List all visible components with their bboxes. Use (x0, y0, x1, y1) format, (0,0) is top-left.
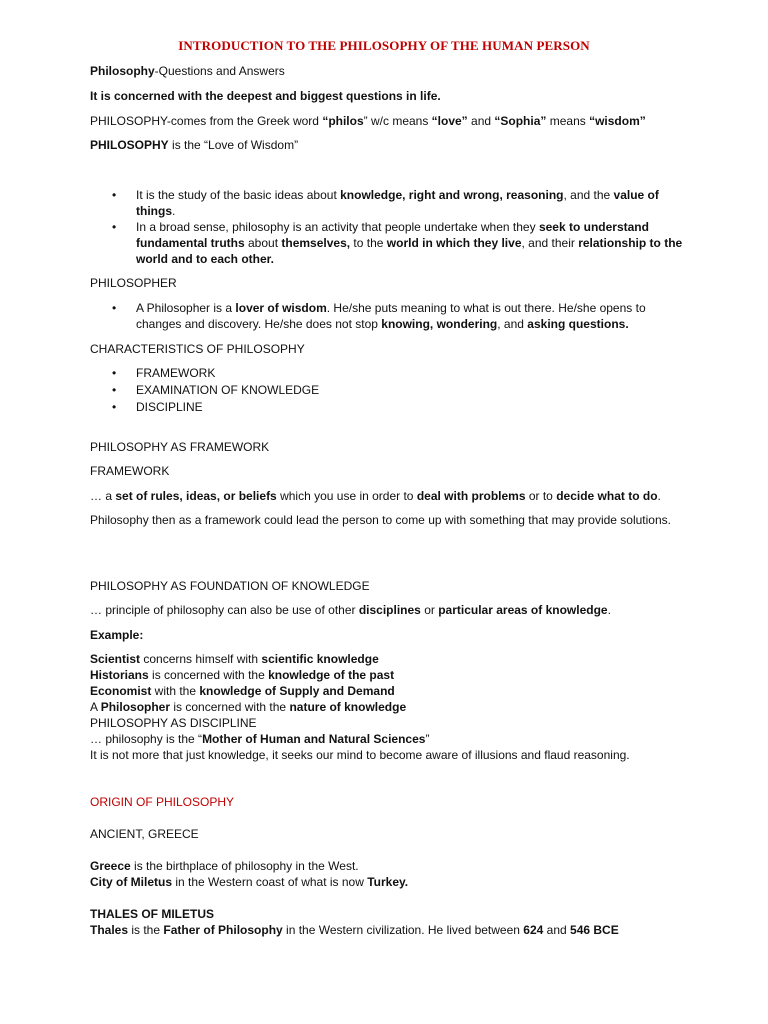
bold-text: Philosopher (100, 700, 171, 714)
label-example: Example: (90, 628, 144, 642)
list-item-discipline: DISCIPLINE (136, 400, 203, 414)
bold-text: themselves, (281, 236, 351, 250)
bold-text: Father of Philosophy (163, 923, 283, 937)
heading-ancient-greece: ANCIENT, GREECE (90, 827, 199, 841)
heading-philosophy-as-framework: PHILOSOPHY AS FRAMEWORK (90, 440, 270, 454)
bold-text: knowledge, right and wrong, reasoning (340, 188, 564, 202)
paragraph-thales: Thales is the Father of Philosophy in the Western civilization. He lived between 624 and 546 BCE (90, 923, 619, 937)
bullet-marker: • (112, 383, 117, 397)
bullet-broad-sense: In a broad sense, philosophy is an activity that people undertake when they seek to understand fundamental truths about themselves, to the world in which they live, and their relationship to the world and to each other. (136, 220, 683, 266)
bold-text: Historians (90, 668, 149, 682)
bold-text: seek to understand fundamental truths (136, 220, 649, 250)
heading-characteristics: CHARACTERISTICS OF PHILOSOPHY (90, 342, 305, 356)
bold-text: world in which they live (386, 236, 522, 250)
paragraph-greek-origin: PHILOSOPHY-comes from the Greek word “philos” w/c means “love” and “Sophia” means “wisdom” (90, 114, 646, 128)
paragraph-deepest-questions (90, 88, 690, 104)
bullet-marker: • (112, 220, 117, 234)
bold-text: 624 (523, 923, 544, 937)
paragraph-foundation: … principle of philosophy can also be use of other disciplines or particular areas of knowledge. (90, 603, 611, 617)
paragraph-love-of-wisdom: PHILOSOPHY is the “Love of Wisdom” (90, 138, 299, 152)
bold-text: 546 BCE (570, 923, 619, 937)
bullet-study-of-ideas: It is the study of the basic ideas about knowledge, right and wrong, reasoning, and the value of things. (136, 188, 659, 218)
bold-text: asking questions. (527, 317, 629, 331)
bold-text: “love” (431, 114, 468, 128)
heading-origin-of-philosophy: ORIGIN OF PHILOSOPHY (90, 795, 235, 809)
bullet-marker: • (112, 366, 117, 380)
bold-text: It is concerned with the deepest and biggest questions in life. (90, 89, 441, 103)
example-historians: Historians is concerned with the knowledge of the past (90, 668, 395, 682)
bullet-marker: • (112, 301, 117, 315)
paragraph-philosophy-qa: Philosophy-Questions and Answers (90, 64, 285, 78)
example-philosopher: A Philosopher is concerned with the nature of knowledge (90, 700, 407, 714)
heading-foundation-of-knowledge: PHILOSOPHY AS FOUNDATION OF KNOWLEDGE (90, 579, 370, 593)
bold-text: Greece (90, 859, 131, 873)
paragraph-framework-solutions: Philosophy then as a framework could lead the person to come up with something that may provide solutions. (90, 513, 671, 527)
bold-text: disciplines (358, 603, 421, 617)
bold-text: deal with problems (416, 489, 526, 503)
bold-text: decide what to do (556, 489, 658, 503)
bold-text: Turkey. (367, 875, 409, 889)
paragraph-mother-of-sciences: … philosophy is the “Mother of Human and Natural Sciences” (90, 732, 430, 746)
example-scientist: Scientist concerns himself with scientific knowledge (90, 652, 379, 666)
document-title: INTRODUCTION TO THE PHILOSOPHY OF THE HUMAN PERSON (178, 38, 590, 53)
bold-text: Thales (90, 923, 129, 937)
bold-text: PHILOSOPHY (90, 138, 169, 152)
bold-text: knowing, wondering (381, 317, 498, 331)
heading-philosophy-as-discipline: PHILOSOPHY AS DISCIPLINE (90, 716, 257, 730)
bold-text: “philos (322, 114, 364, 128)
bold-text: “wisdom” (589, 114, 646, 128)
bullet-marker: • (112, 400, 117, 414)
bold-text: set of rules, ideas, or beliefs (115, 489, 277, 503)
bold-text: scientific knowledge (261, 652, 379, 666)
bold-text: lover of wisdom (235, 301, 327, 315)
list-item-examination: EXAMINATION OF KNOWLEDGE (136, 383, 320, 397)
bold-text: Philosophy (90, 64, 155, 78)
bold-text: City of Miletus (90, 875, 173, 889)
list-item-framework: FRAMEWORK (136, 366, 216, 380)
bullet-lover-of-wisdom: A Philosopher is a lover of wisdom. He/she puts meaning to what is out there. He/she opens to changes and discovery. He/she does not stop knowing, wondering, and asking questions. (136, 301, 646, 331)
paragraph-not-just-knowledge: It is not more that just knowledge, it seeks our mind to become aware of illusions and flaud reasoning. (90, 748, 630, 762)
bold-text: knowledge of Supply and Demand (199, 684, 395, 698)
paragraph-framework-definition: … a set of rules, ideas, or beliefs which you use in order to deal with problems or to decide what to do. (90, 489, 661, 503)
bold-text: value of things (136, 188, 659, 218)
bold-text: relationship to the world and to each other. (136, 236, 683, 266)
bold-text: Mother of Human and Natural Sciences (202, 732, 426, 746)
heading-thales-of-miletus: THALES OF MILETUS (90, 907, 214, 921)
example-economist: Economist with the knowledge of Supply and Demand (90, 684, 395, 698)
bold-text: knowledge of the past (268, 668, 395, 682)
bold-text: particular areas of knowledge (438, 603, 608, 617)
paragraph-greece-birthplace: Greece is the birthplace of philosophy in the West. (90, 859, 359, 873)
bold-text: nature of knowledge (289, 700, 407, 714)
bullet-marker: • (112, 188, 117, 202)
bold-text: Economist (90, 684, 152, 698)
paragraph-city-of-miletus: City of Miletus in the Western coast of what is now Turkey. (90, 875, 409, 889)
bold-text: “Sophia” (494, 114, 547, 128)
bold-text: Scientist (90, 652, 141, 666)
heading-philosopher: PHILOSOPHER (90, 276, 177, 290)
heading-framework: FRAMEWORK (90, 464, 170, 478)
